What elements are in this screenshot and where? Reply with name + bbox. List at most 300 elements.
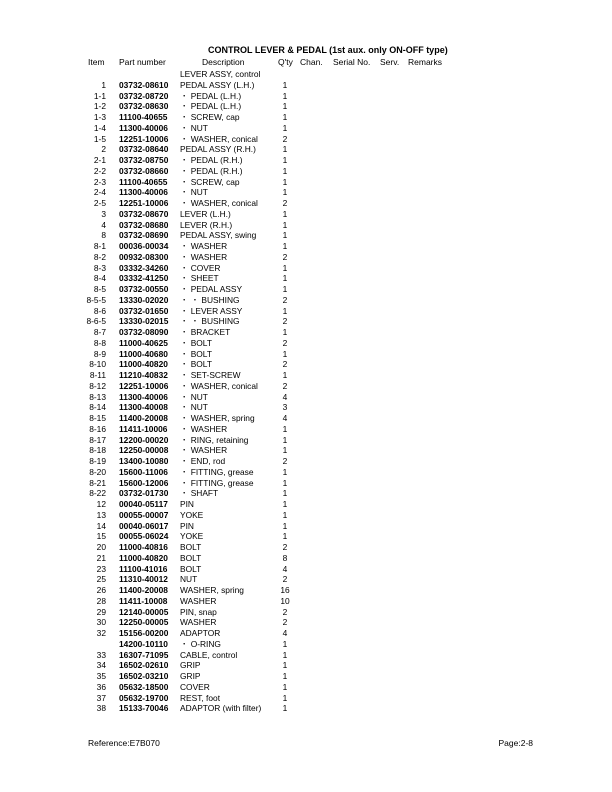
- item-number: 8-19: [89, 456, 106, 466]
- description: ・ NUT: [180, 187, 208, 198]
- quantity: 8: [282, 552, 288, 563]
- description: ADAPTOR: [180, 628, 221, 638]
- item-number: 8-5-5: [86, 294, 106, 305]
- table-row: [0, 252, 612, 263]
- part-number: 11411-10006: [119, 423, 168, 434]
- part-number: 11210-40832: [119, 370, 168, 380]
- part-number: 03732-08660: [119, 165, 169, 176]
- item-number: 8-18: [89, 445, 106, 456]
- item-number: 1: [101, 79, 106, 90]
- part-number: 16502-02610: [119, 660, 169, 671]
- description: ・ WASHER: [180, 251, 228, 262]
- part-number: 11300-40006: [119, 187, 168, 198]
- part-number: 05632-19700: [119, 692, 169, 703]
- quantity: 1: [282, 703, 288, 714]
- part-number: 12251-10006: [119, 380, 169, 391]
- description: ・ NUT: [180, 402, 208, 413]
- part-number: 03732-01730: [119, 488, 169, 499]
- table-row: [0, 101, 612, 112]
- part-number: 15600-12006: [119, 477, 169, 488]
- quantity: 1: [282, 144, 288, 155]
- part-number: 13400-10080: [119, 456, 169, 466]
- item-number: 15: [96, 531, 106, 542]
- item-number: 14: [96, 520, 106, 531]
- item-number: 2: [101, 144, 106, 155]
- part-number: 00932-08300: [119, 251, 169, 262]
- table-row: [0, 338, 612, 349]
- quantity: 1: [282, 122, 288, 133]
- table-row: [0, 123, 612, 134]
- quantity: 1: [282, 477, 288, 488]
- description: PIN: [180, 520, 194, 531]
- description: BOLT: [180, 552, 202, 563]
- part-number: 11100-40655: [119, 176, 168, 187]
- part-number: 12251-10006: [119, 198, 169, 208]
- quantity: 1: [282, 208, 288, 219]
- part-number: 03732-08690: [119, 230, 169, 241]
- table-row: [0, 359, 612, 370]
- parts-table: [0, 69, 612, 714]
- quantity: 1: [282, 305, 288, 316]
- part-number: 03732-08610: [119, 79, 169, 90]
- quantity: 1: [282, 165, 288, 176]
- table-row: [0, 488, 612, 499]
- quantity: 1: [282, 488, 288, 499]
- description: ・ LEVER ASSY: [180, 305, 243, 316]
- item-number: 3: [101, 208, 106, 219]
- table-row: [0, 628, 612, 639]
- description: ・ SHEET: [180, 273, 219, 284]
- quantity: 2: [282, 456, 288, 466]
- quantity: 1: [282, 79, 288, 90]
- item-number: 8-20: [89, 466, 106, 477]
- part-number: 03732-00550: [119, 284, 169, 294]
- header-description: Description: [202, 57, 245, 67]
- item-number: 26: [96, 585, 106, 595]
- item-number: 2-1: [93, 155, 106, 165]
- description: ・ BRACKET: [180, 327, 231, 337]
- description: ・ PEDAL ASSY: [180, 284, 243, 294]
- description: ・ WASHER: [180, 445, 228, 456]
- item-number: 8-6-5: [86, 316, 106, 327]
- item-number: 13: [96, 509, 106, 520]
- quantity: 1: [282, 499, 288, 509]
- item-number: 32: [96, 628, 106, 638]
- part-number: 14200-10110: [119, 638, 168, 649]
- item-number: 8-10: [89, 359, 106, 370]
- table-row: [0, 273, 612, 284]
- table-row: [0, 553, 612, 564]
- item-number: 8-22: [89, 488, 106, 499]
- part-number: 03732-08750: [119, 155, 169, 165]
- item-number: 8-13: [89, 391, 106, 402]
- table-row: [0, 295, 612, 306]
- table-row: [0, 413, 612, 424]
- item-number: 8-11: [89, 370, 106, 380]
- table-row: [0, 499, 612, 510]
- quantity: 1: [282, 262, 288, 273]
- description: GRIP: [180, 671, 201, 681]
- header-item: Item: [88, 57, 105, 67]
- item-number: 21: [96, 552, 106, 563]
- quantity: 1: [282, 176, 288, 187]
- quantity: 2: [282, 133, 288, 144]
- quantity: 1: [282, 434, 288, 445]
- item-number: 8-4: [93, 273, 106, 284]
- item-number: 8-5: [93, 284, 106, 294]
- part-number: 16307-71095: [119, 649, 169, 660]
- item-number: 33: [96, 649, 106, 660]
- table-row: [0, 370, 612, 381]
- part-number: 03732-08680: [119, 219, 169, 230]
- table-row: [0, 521, 612, 532]
- part-number: 00055-00007: [119, 509, 169, 520]
- part-number: 00040-05117: [119, 499, 168, 509]
- table-row: [0, 241, 612, 252]
- item-number: 20: [96, 542, 106, 552]
- table-row: [0, 91, 612, 102]
- quantity: 1: [282, 671, 288, 681]
- part-number: 03732-08670: [119, 208, 169, 219]
- quantity: 2: [282, 380, 288, 391]
- part-number: 11000-40680: [119, 348, 168, 359]
- description: WASHER: [180, 617, 217, 628]
- quantity: 1: [282, 445, 288, 456]
- table-row: [0, 134, 612, 145]
- item-number: 12: [96, 499, 106, 509]
- description: ・ SCREW, cap: [180, 112, 240, 122]
- table-row: [0, 703, 612, 714]
- part-number: 13330-02020: [119, 294, 169, 305]
- item-number: 8-8: [93, 337, 106, 348]
- description: PEDAL ASSY (R.H.): [180, 144, 256, 155]
- table-row: [0, 671, 612, 682]
- table-row: [0, 682, 612, 693]
- part-number: 11300-40008: [119, 402, 168, 413]
- quantity: 1: [282, 273, 288, 284]
- table-row: [0, 445, 612, 456]
- table-row: [0, 564, 612, 575]
- table-row: [0, 639, 612, 650]
- part-number: 11411-10008: [119, 595, 168, 606]
- description: ・ BOLT: [180, 348, 212, 359]
- table-row: [0, 402, 612, 413]
- table-row: [0, 617, 612, 628]
- quantity: 1: [282, 649, 288, 660]
- table-row: [0, 69, 612, 80]
- description: ・ PEDAL (R.H.): [180, 165, 243, 176]
- item-number: 8-2: [93, 251, 106, 262]
- item-number: 8-21: [89, 477, 106, 488]
- description: ・ SET-SCREW: [180, 370, 241, 380]
- part-number: 11000-40820: [119, 552, 168, 563]
- quantity: 1: [282, 638, 288, 649]
- part-number: 11310-40012: [119, 574, 168, 585]
- part-number: 11300-40006: [119, 122, 168, 133]
- part-number: 11400-20008: [119, 585, 168, 595]
- quantity: 1: [282, 466, 288, 477]
- description: ・ BOLT: [180, 359, 212, 370]
- part-number: 11100-41016: [119, 563, 168, 574]
- part-number: 03732-08090: [119, 327, 169, 337]
- item-number: 23: [96, 563, 106, 574]
- item-number: 8-9: [93, 348, 106, 359]
- quantity: 2: [282, 251, 288, 262]
- part-number: 03332-34260: [119, 262, 169, 273]
- quantity: 1: [282, 327, 288, 337]
- part-number: 00036-00034: [119, 241, 169, 251]
- table-row: [0, 467, 612, 478]
- item-number: 35: [96, 671, 106, 681]
- description: ・ WASHER, conical: [180, 198, 258, 208]
- quantity: 2: [282, 359, 288, 370]
- description: ・ BOLT: [180, 337, 212, 348]
- part-number: 12200-00020: [119, 434, 169, 445]
- description: ・ COVER: [180, 262, 221, 273]
- description: ・ ・ BUSHING: [180, 294, 240, 305]
- table-row: [0, 220, 612, 231]
- part-number: 11000-40820: [119, 359, 168, 370]
- quantity: 10: [280, 595, 290, 606]
- reference-label: Reference:E7B070: [88, 738, 160, 748]
- table-row: [0, 660, 612, 671]
- quantity: 2: [282, 294, 288, 305]
- table-row: [0, 349, 612, 360]
- table-row: [0, 456, 612, 467]
- item-number: 1-1: [93, 90, 106, 101]
- table-row: [0, 155, 612, 166]
- description: ・ NUT: [180, 391, 208, 402]
- description: ・ RING, retaining: [180, 434, 249, 445]
- table-row: [0, 263, 612, 274]
- description: WASHER, spring: [180, 585, 244, 595]
- quantity: 1: [282, 509, 288, 520]
- item-number: 38: [96, 703, 106, 714]
- page-title: CONTROL LEVER & PEDAL (1st aux. only ON-OFF type): [208, 45, 448, 55]
- part-number: 11000-40625: [119, 337, 168, 348]
- item-number: 8-7: [93, 327, 106, 337]
- part-number: 03332-41250: [119, 273, 169, 284]
- description: LEVER (L.H.): [180, 208, 231, 219]
- quantity: 1: [282, 90, 288, 101]
- quantity: 1: [282, 230, 288, 241]
- description: CABLE, control: [180, 649, 238, 660]
- quantity: 2: [282, 574, 288, 585]
- item-number: 4: [101, 219, 106, 230]
- table-row: [0, 478, 612, 489]
- description: PIN, snap: [180, 606, 217, 617]
- part-number: 15156-00200: [119, 628, 169, 638]
- header-part-number: Part number: [119, 57, 166, 67]
- description: ・ FITTING, grease: [180, 466, 254, 477]
- item-number: 36: [96, 681, 106, 692]
- quantity: 1: [282, 531, 288, 542]
- table-row: [0, 187, 612, 198]
- description: PIN: [180, 499, 194, 509]
- quantity: 1: [282, 241, 288, 251]
- table-row: [0, 693, 612, 704]
- description: ・ NUT: [180, 122, 208, 133]
- part-number: 12251-10006: [119, 133, 169, 144]
- description: ・ WASHER, conical: [180, 133, 258, 144]
- item-number: 28: [96, 595, 106, 606]
- item-number: 2-4: [93, 187, 106, 198]
- table-row: [0, 230, 612, 241]
- quantity: 1: [282, 101, 288, 112]
- quantity: 4: [282, 563, 288, 574]
- item-number: 8-14: [89, 402, 106, 413]
- quantity: 1: [282, 660, 288, 671]
- table-row: [0, 112, 612, 123]
- description: LEVER ASSY, control: [180, 69, 261, 79]
- part-number: 15133-70046: [119, 703, 169, 714]
- table-row: [0, 284, 612, 295]
- description: ・ WASHER: [180, 241, 228, 251]
- description: ・ END, rod: [180, 456, 226, 466]
- table-row: [0, 435, 612, 446]
- quantity: 2: [282, 337, 288, 348]
- item-number: 8: [101, 230, 106, 241]
- part-number: 05632-18500: [119, 681, 169, 692]
- description: PEDAL ASSY, swing: [180, 230, 257, 241]
- quantity: 1: [282, 520, 288, 531]
- part-number: 00040-06017: [119, 520, 169, 531]
- description: BOLT: [180, 563, 202, 574]
- table-row: [0, 80, 612, 91]
- table-row: [0, 144, 612, 155]
- description: COVER: [180, 681, 210, 692]
- description: ・ SCREW, cap: [180, 176, 240, 187]
- quantity: 1: [282, 219, 288, 230]
- table-row: [0, 542, 612, 553]
- description: GRIP: [180, 660, 201, 671]
- quantity: 1: [282, 681, 288, 692]
- table-row: [0, 177, 612, 188]
- quantity: 1: [282, 155, 288, 165]
- part-number: 11300-40006: [119, 391, 168, 402]
- item-number: 2-5: [93, 198, 106, 208]
- table-row: [0, 607, 612, 618]
- part-number: 13330-02015: [119, 316, 169, 327]
- page-number: Page:2-8: [498, 738, 533, 748]
- description: YOKE: [180, 531, 204, 542]
- table-row: [0, 531, 612, 542]
- quantity: 4: [282, 391, 288, 402]
- quantity: 1: [282, 370, 288, 380]
- header-remarks: Remarks: [408, 57, 443, 67]
- header-serv: Serv.: [380, 57, 400, 67]
- table-row: [0, 424, 612, 435]
- table-row: [0, 166, 612, 177]
- quantity: 2: [282, 617, 288, 628]
- table-row: [0, 306, 612, 317]
- quantity: 1: [282, 692, 288, 703]
- description: PEDAL ASSY (L.H.): [180, 79, 255, 90]
- table-row: [0, 574, 612, 585]
- description: ・ PEDAL (R.H.): [180, 155, 243, 165]
- description: NUT: [180, 574, 198, 585]
- description: ・ ・ BUSHING: [180, 316, 240, 327]
- description: ADAPTOR (with filter): [180, 703, 262, 714]
- description: BOLT: [180, 542, 202, 552]
- part-number: 03732-08720: [119, 90, 169, 101]
- quantity: 3: [282, 402, 288, 413]
- item-number: 1-5: [93, 133, 106, 144]
- item-number: 8-15: [89, 413, 106, 423]
- header-serial-no: Serial No.: [333, 57, 371, 67]
- part-number: 03732-08640: [119, 144, 169, 155]
- quantity: 16: [280, 585, 290, 595]
- table-row: [0, 198, 612, 209]
- description: ・ SHAFT: [180, 488, 219, 499]
- description: ・ O-RING: [180, 638, 221, 649]
- quantity: 2: [282, 606, 288, 617]
- description: ・ WASHER, conical: [180, 380, 258, 391]
- quantity: 1: [282, 423, 288, 434]
- part-number: 03732-01650: [119, 305, 169, 316]
- description: ・ FITTING, grease: [180, 477, 254, 488]
- item-number: 29: [96, 606, 106, 617]
- table-row: [0, 510, 612, 521]
- part-number: 11000-40816: [119, 542, 168, 552]
- part-number: 03732-08630: [119, 101, 169, 112]
- item-number: 1-4: [93, 122, 106, 133]
- description: WASHER: [180, 595, 217, 606]
- item-number: 37: [96, 692, 106, 703]
- quantity: 2: [282, 316, 288, 327]
- item-number: 30: [96, 617, 106, 628]
- item-number: 8-17: [89, 434, 106, 445]
- quantity: 1: [282, 112, 288, 122]
- item-number: 8-12: [89, 380, 106, 391]
- item-number: 2-3: [93, 176, 106, 187]
- item-number: 34: [96, 660, 106, 671]
- item-number: 1-3: [93, 112, 106, 122]
- item-number: 8-6: [93, 305, 106, 316]
- description: ・ PEDAL (L.H.): [180, 90, 242, 101]
- table-row: [0, 392, 612, 403]
- item-number: 8-3: [93, 262, 106, 273]
- quantity: 1: [282, 284, 288, 294]
- table-row: [0, 327, 612, 338]
- description: ・ WASHER: [180, 423, 228, 434]
- part-number: 00055-06024: [119, 531, 169, 542]
- part-number: 11400-20008: [119, 413, 168, 423]
- table-row: [0, 381, 612, 392]
- item-number: 8-1: [93, 241, 106, 251]
- quantity: 1: [282, 187, 288, 198]
- part-number: 12250-00005: [119, 617, 169, 628]
- quantity: 4: [282, 628, 288, 638]
- table-row: [0, 585, 612, 596]
- item-number: 25: [96, 574, 106, 585]
- description: YOKE: [180, 509, 204, 520]
- description: ・ PEDAL (L.H.): [180, 101, 242, 112]
- part-number: 12140-00005: [119, 606, 169, 617]
- quantity: 2: [282, 542, 288, 552]
- item-number: 1-2: [93, 101, 106, 112]
- header-chan: Chan.: [300, 57, 323, 67]
- part-number: 11100-40655: [119, 112, 168, 122]
- quantity: 1: [282, 348, 288, 359]
- table-row: [0, 316, 612, 327]
- part-number: 12250-00008: [119, 445, 169, 456]
- quantity: 2: [282, 198, 288, 208]
- part-number: 15600-11006: [119, 466, 168, 477]
- description: LEVER (R.H.): [180, 219, 233, 230]
- header-qty: Q'ty: [278, 57, 293, 67]
- item-number: 8-16: [89, 423, 106, 434]
